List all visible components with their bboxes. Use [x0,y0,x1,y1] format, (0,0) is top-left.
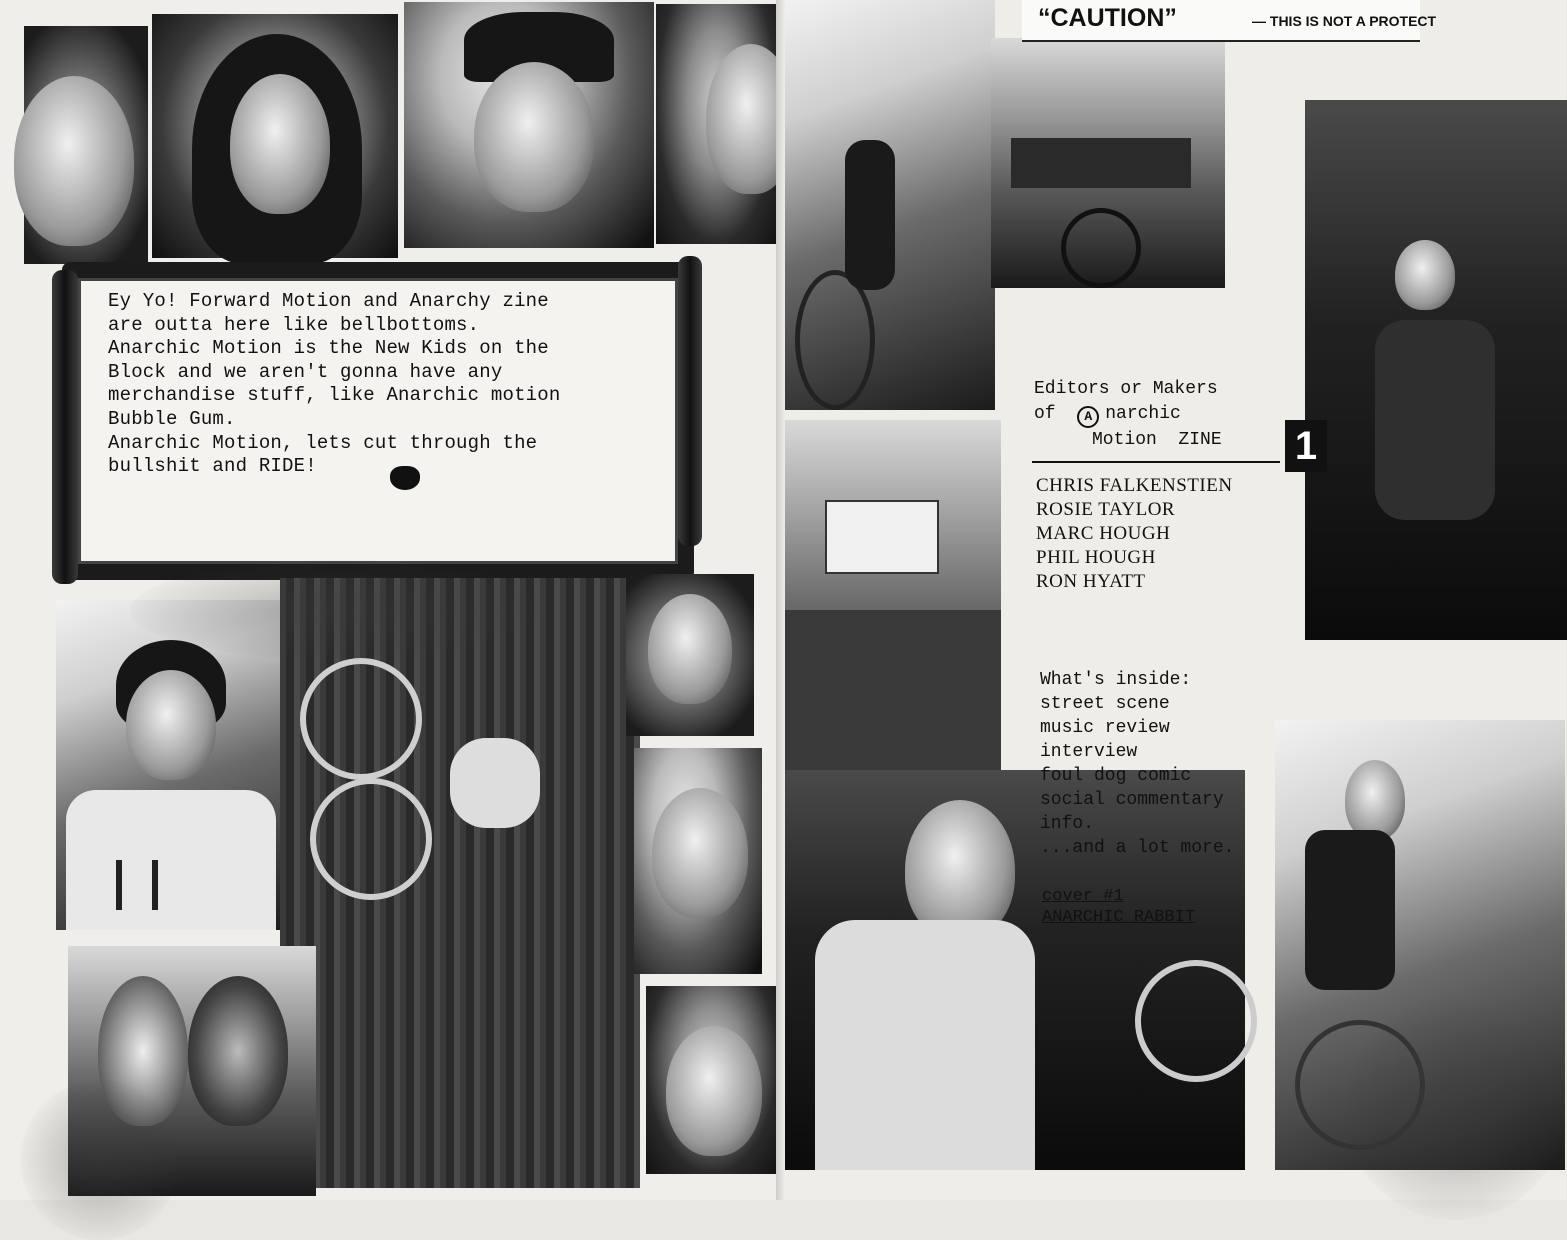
photo-frankenstein [24,26,148,264]
photo-man-partial [656,4,778,244]
left-page [0,0,785,1200]
note-line: Ey Yo! Forward Motion and Anarchy zine [108,290,549,312]
of-word: of [1034,403,1056,424]
note-line: Anarchic Motion is the New Kids on the [108,337,549,360]
inside-item: social commentary [1040,790,1224,810]
photo-man-bowtie [626,574,754,736]
editor-name: ROSIE TAYLOR [1036,499,1176,520]
right-page [785,0,1566,1200]
cover-credit [1042,886,1195,928]
editor-name: RON HYATT [1036,571,1146,592]
photo-riders-group [991,38,1225,288]
note-line: bullshit and RIDE! [108,455,317,478]
issue-number-badge: 1 [1285,420,1327,472]
editors-heading [1034,377,1294,452]
note-line: Anarchic Motion, lets cut through the [108,431,538,454]
photo-dorothy [152,14,398,258]
note-line: are outta here like bellbottoms. [108,313,480,336]
photo-street-van [785,420,1001,770]
inside-item: ...and a lot more. [1040,838,1235,858]
inside-item: interview [1040,742,1138,762]
photo-man-hat [404,2,654,248]
editor-name: MARC HOUGH [1036,523,1171,544]
note-line: Bubble Gum. [108,407,236,430]
cover-label: cover #1 [1042,887,1124,906]
caution-title: “CAUTION” [1038,4,1177,32]
editor-name: CHRIS FALKENSTIEN [1036,475,1233,496]
editors-heading-line3: Motion ZINE [1092,429,1222,450]
inside-item: foul dog comic [1040,766,1192,786]
caution-banner [1022,0,1437,42]
whats-inside [1040,668,1234,860]
whats-inside-heading: What's inside: [1040,670,1192,690]
note-line: merchandise stuff, like Anarchic motion [108,384,561,407]
ink-splat-icon [390,466,420,490]
anarchy-a-icon: A [1077,406,1099,428]
photo-woman-laughing [634,748,762,974]
editor-name: PHIL HOUGH [1036,547,1156,568]
photo-old-man [646,986,778,1174]
note-line: Block and we aren't gonna have any [108,360,503,383]
intro-text [108,290,688,479]
photo-bmx-rider-top [785,0,995,410]
narchic-word: narchic [1105,403,1181,424]
editors-heading-line2 [1034,402,1294,428]
inside-item: info. [1040,814,1095,834]
caution-subtitle: — THIS IS NOT A PROTECT [1252,13,1437,29]
intro-note [62,262,694,580]
editors-list [1036,474,1233,594]
photo-bike-wall [280,578,640,1188]
scroll-roll-left [52,270,78,584]
cover-title: ANARCHIC RABBIT [1042,908,1196,927]
divider-line [1032,461,1280,463]
photo-rider-jump [1294,100,1567,640]
inside-item: music review [1040,718,1170,738]
inside-item: street scene [1040,694,1170,714]
editors-heading-line1: Editors or Makers [1034,379,1218,399]
